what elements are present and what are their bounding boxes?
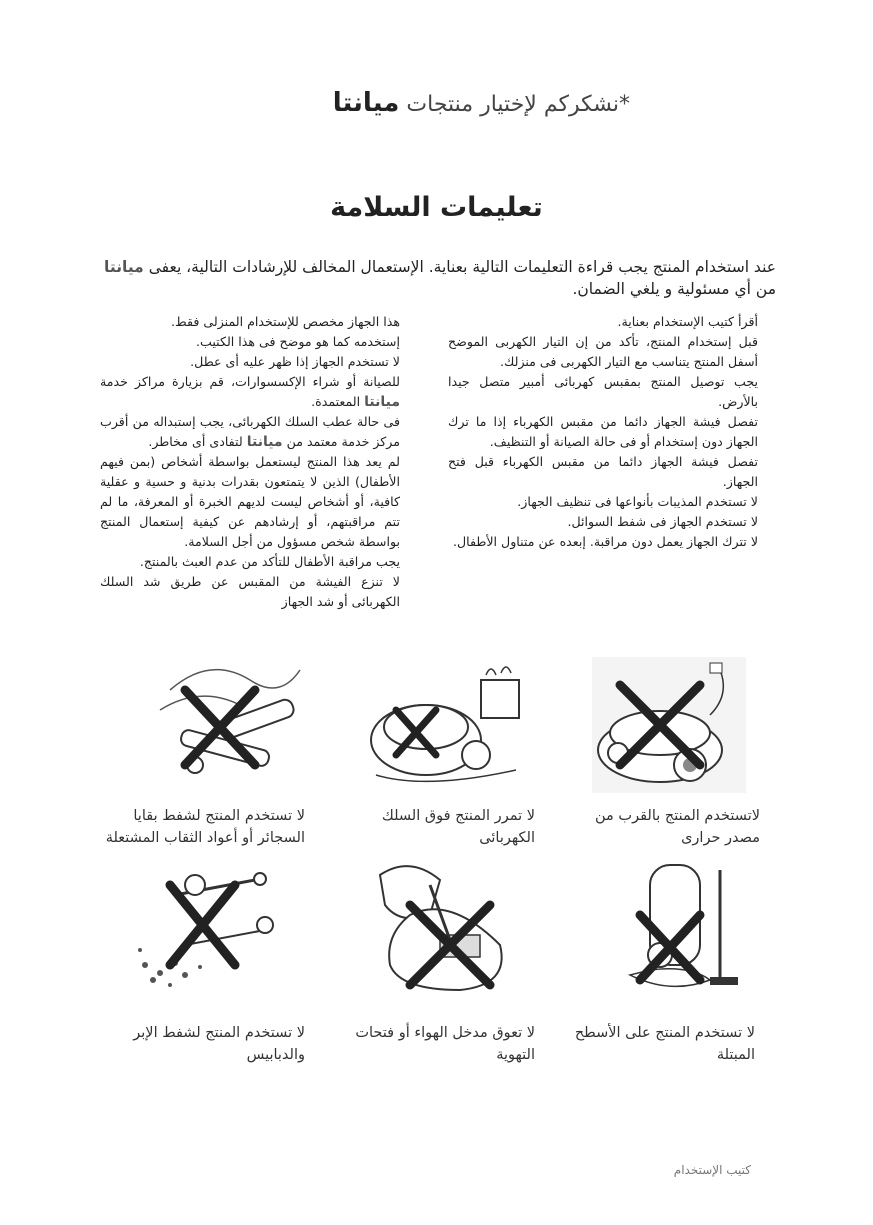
pins-illustration — [125, 855, 283, 995]
safety-item: إستخدمه كما هو موضح فى هذا الكتيب. — [196, 334, 400, 349]
intro-text: عند استخدام المنتج يجب قراءة التعليمات التالية بعناية. الإستعمال المخالف للإرشادات التالية، يعفى — [148, 258, 776, 276]
heat-source-illustration — [590, 655, 748, 795]
wet-surface-illustration — [610, 855, 768, 995]
safety-list-left — [100, 312, 400, 612]
safety-item: لا تستخدم الجهاز إذا ظهر عليه أى عطل. — [190, 354, 400, 369]
item-text: فى حالة عطب السلك الكهربائى، يجب إستبداله من أقرب مركز خدمة معتمد من — [100, 414, 400, 449]
page-title: تعليمات السلامة — [330, 192, 543, 223]
vents-illustration — [370, 855, 528, 995]
safety-item: تفصل فيشة الجهاز دائما من مقبس الكهرباء إذا ما ترك الجهاز دون إستخدام أو فى حالة الصيانة أو التنظيف. — [448, 414, 758, 449]
caption-pins: لا تستخدم المنتج لشفط الإبر والدبابيس — [133, 1025, 305, 1063]
safety-item — [100, 372, 400, 412]
caption-cord: لا تمرر المنتج فوق السلك الكهربائى — [381, 808, 535, 846]
caption-vents: لا تعوق مدخل الهواء أو فتحات التهوية — [355, 1025, 535, 1063]
cigarettes-illustration — [150, 650, 308, 790]
cigarettes-matches-icon — [150, 650, 308, 790]
cord-illustration — [366, 655, 524, 795]
caption-wet: لا تستخدم المنتج على الأسطح المبتلة — [574, 1025, 755, 1063]
intro-text-end: من أي مسئولية و يلغي الضمان. — [572, 280, 776, 298]
item-brand: ميانتا — [364, 394, 400, 410]
safety-item — [100, 412, 400, 452]
vacuum-near-heater-icon — [590, 655, 748, 795]
safety-item: قبل إستخدام المنتج، تأكد من إن التيار الكهربى الموضح أسفل المنتج يتناسب مع التيار الكهربى فى منزلك. — [448, 334, 758, 369]
footer-label: كتيب الإستخدام — [673, 1163, 751, 1177]
caption-heat: لاتستخدم المنتج بالقرب من مصدر حرارى — [595, 808, 760, 846]
thanks-text: *نشكركم لإختيار منتجات — [406, 92, 630, 117]
intro-brand: ميانتا — [104, 258, 144, 276]
intro-paragraph — [100, 256, 776, 300]
safety-item: يجب مراقبة الأطفال للتأكد من عدم العبث بالمنتج. — [139, 554, 400, 569]
item-text: لتفادى أى مخاطر. — [148, 434, 243, 449]
caption-cigarettes: لا تستخدم المنتج لشفط بقايا السجائر أو أعواد الثقاب المشتعلة — [105, 808, 305, 846]
needles-pins-icon — [125, 855, 283, 995]
vacuum-wet-surface-icon — [610, 855, 768, 995]
brand-logo: ميانتا — [332, 88, 400, 118]
safety-item: لا تترك الجهاز يعمل دون مراقبة. إبعده عن متناول الأطفال. — [452, 534, 758, 549]
thanks-header — [300, 88, 630, 118]
item-text: للصيانة أو شراء الإكسسوارات، قم بزيارة مراكز خدمة — [100, 374, 400, 389]
item-brand: ميانتا — [246, 434, 283, 450]
safety-item: لا تستخدم المذيبات بأنواعها فى تنظيف الجهاز. — [517, 494, 758, 509]
safety-item: لا تستخدم الجهاز فى شفط السوائل. — [567, 514, 758, 529]
safety-item: هذا الجهاز مخصص للإستخدام المنزلى فقط. — [171, 314, 400, 329]
safety-item: تفصل فيشة الجهاز دائما من مقبس الكهرباء قبل فتح الجهاز. — [448, 454, 758, 489]
safety-item: يجب توصيل المنتج بمقبس كهربائى أمبير متصل جيدا بالأرض. — [448, 374, 758, 409]
safety-item: أقرأ كتيب الإستخدام بعناية. — [617, 314, 758, 329]
vacuum-blocked-vents-icon — [370, 855, 528, 995]
vacuum-over-cord-icon — [366, 655, 524, 795]
safety-item: لا تنزع الفيشة من المقبس عن طريق شد السلك الكهربائى أو شد الجهاز — [100, 574, 400, 609]
safety-list-right — [448, 312, 758, 552]
safety-item: لم يعد هذا المنتج ليستعمل بواسطة أشخاص (بمن فيهم الأطفال) الذين لا يتمتعون بقدرات بدنية و حسية و عقلية كافية، أو أشخاص ليست لديهم الخبرة أو المعرفة، ما لم تتم مراقبتهم، أو إرشادهم عن كيفية إستعمال المنتج بواسطة شخص مسؤول من أجل السلامة. — [100, 454, 400, 549]
item-text: المعتمدة. — [311, 394, 361, 409]
